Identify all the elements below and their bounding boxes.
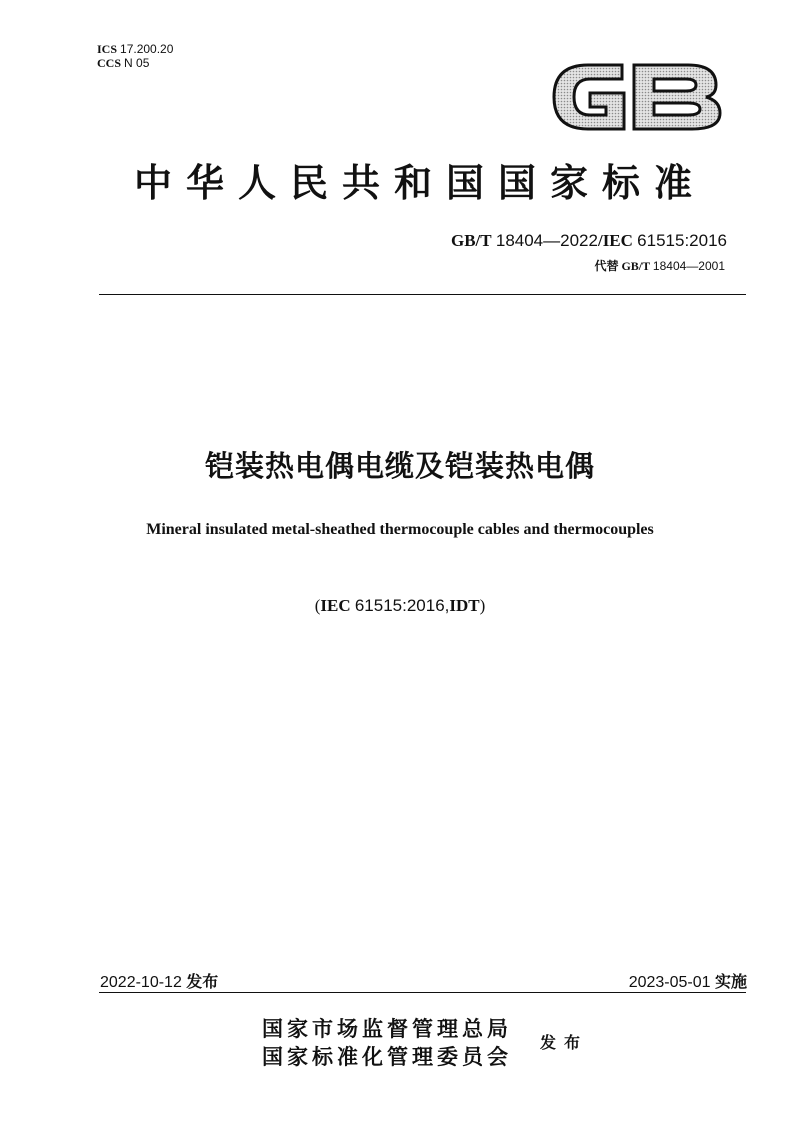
adoption-open-paren: ( xyxy=(314,596,321,615)
standard-number-value: 18404—2022 xyxy=(495,231,598,250)
implementation-date xyxy=(629,969,747,992)
adoption-note xyxy=(60,595,740,617)
ccs-code: N 05 xyxy=(124,56,150,70)
replaces-note xyxy=(594,257,725,274)
implementation-date-label: 实施 xyxy=(714,972,747,991)
replaces-label: 代替 xyxy=(594,259,619,273)
header-divider xyxy=(99,294,746,295)
ics-code: 17.200.20 xyxy=(120,42,174,56)
gb-logo-letter-g xyxy=(554,65,624,129)
adoption-source: IEC xyxy=(320,596,351,615)
issue-date-label: 发布 xyxy=(186,972,219,991)
ics-label: ICS xyxy=(97,42,118,56)
implementation-date-value: 2023-05-01 xyxy=(628,974,711,991)
replaces-number: 18404—2001 xyxy=(652,259,725,273)
adopted-standard-prefix: IEC xyxy=(602,231,633,250)
issuer-line-2: 国家标准化管理委员会 xyxy=(262,1044,512,1069)
gb-logo-graphic xyxy=(548,55,728,139)
replaces-prefix: GB/T xyxy=(621,259,650,273)
standard-prefix: GB/T xyxy=(450,231,492,250)
gb-logo-icon xyxy=(548,55,728,139)
chinese-title: 铠装热电偶电缆及铠装热电偶 xyxy=(204,449,595,483)
classification-codes xyxy=(97,42,173,70)
adoption-number: 61515:2016, xyxy=(354,596,450,615)
ccs-code-line xyxy=(97,56,173,70)
standard-separator: / xyxy=(597,231,603,250)
standard-number xyxy=(451,231,727,251)
issuer-line-1: 国家市场监督管理总局 xyxy=(262,1016,512,1041)
national-standard-title: 中华人民共和国国家标准 xyxy=(133,160,706,205)
ics-code-line xyxy=(97,42,173,56)
english-title: Mineral insulated metal-sheathed thermocouple cables and thermocouples xyxy=(146,521,654,538)
footer-divider xyxy=(99,992,746,993)
issuing-authorities xyxy=(262,1015,512,1071)
issue-date-value: 2022-10-12 xyxy=(100,974,182,991)
ccs-label: CCS xyxy=(97,56,122,70)
adoption-degree: IDT xyxy=(449,596,480,615)
adopted-standard-number: 61515:2016 xyxy=(637,231,727,250)
adoption-close-paren: ) xyxy=(479,596,486,615)
issue-date xyxy=(100,969,218,992)
publish-label: 发布 xyxy=(540,1033,589,1052)
gb-logo-letter-b xyxy=(634,65,720,129)
